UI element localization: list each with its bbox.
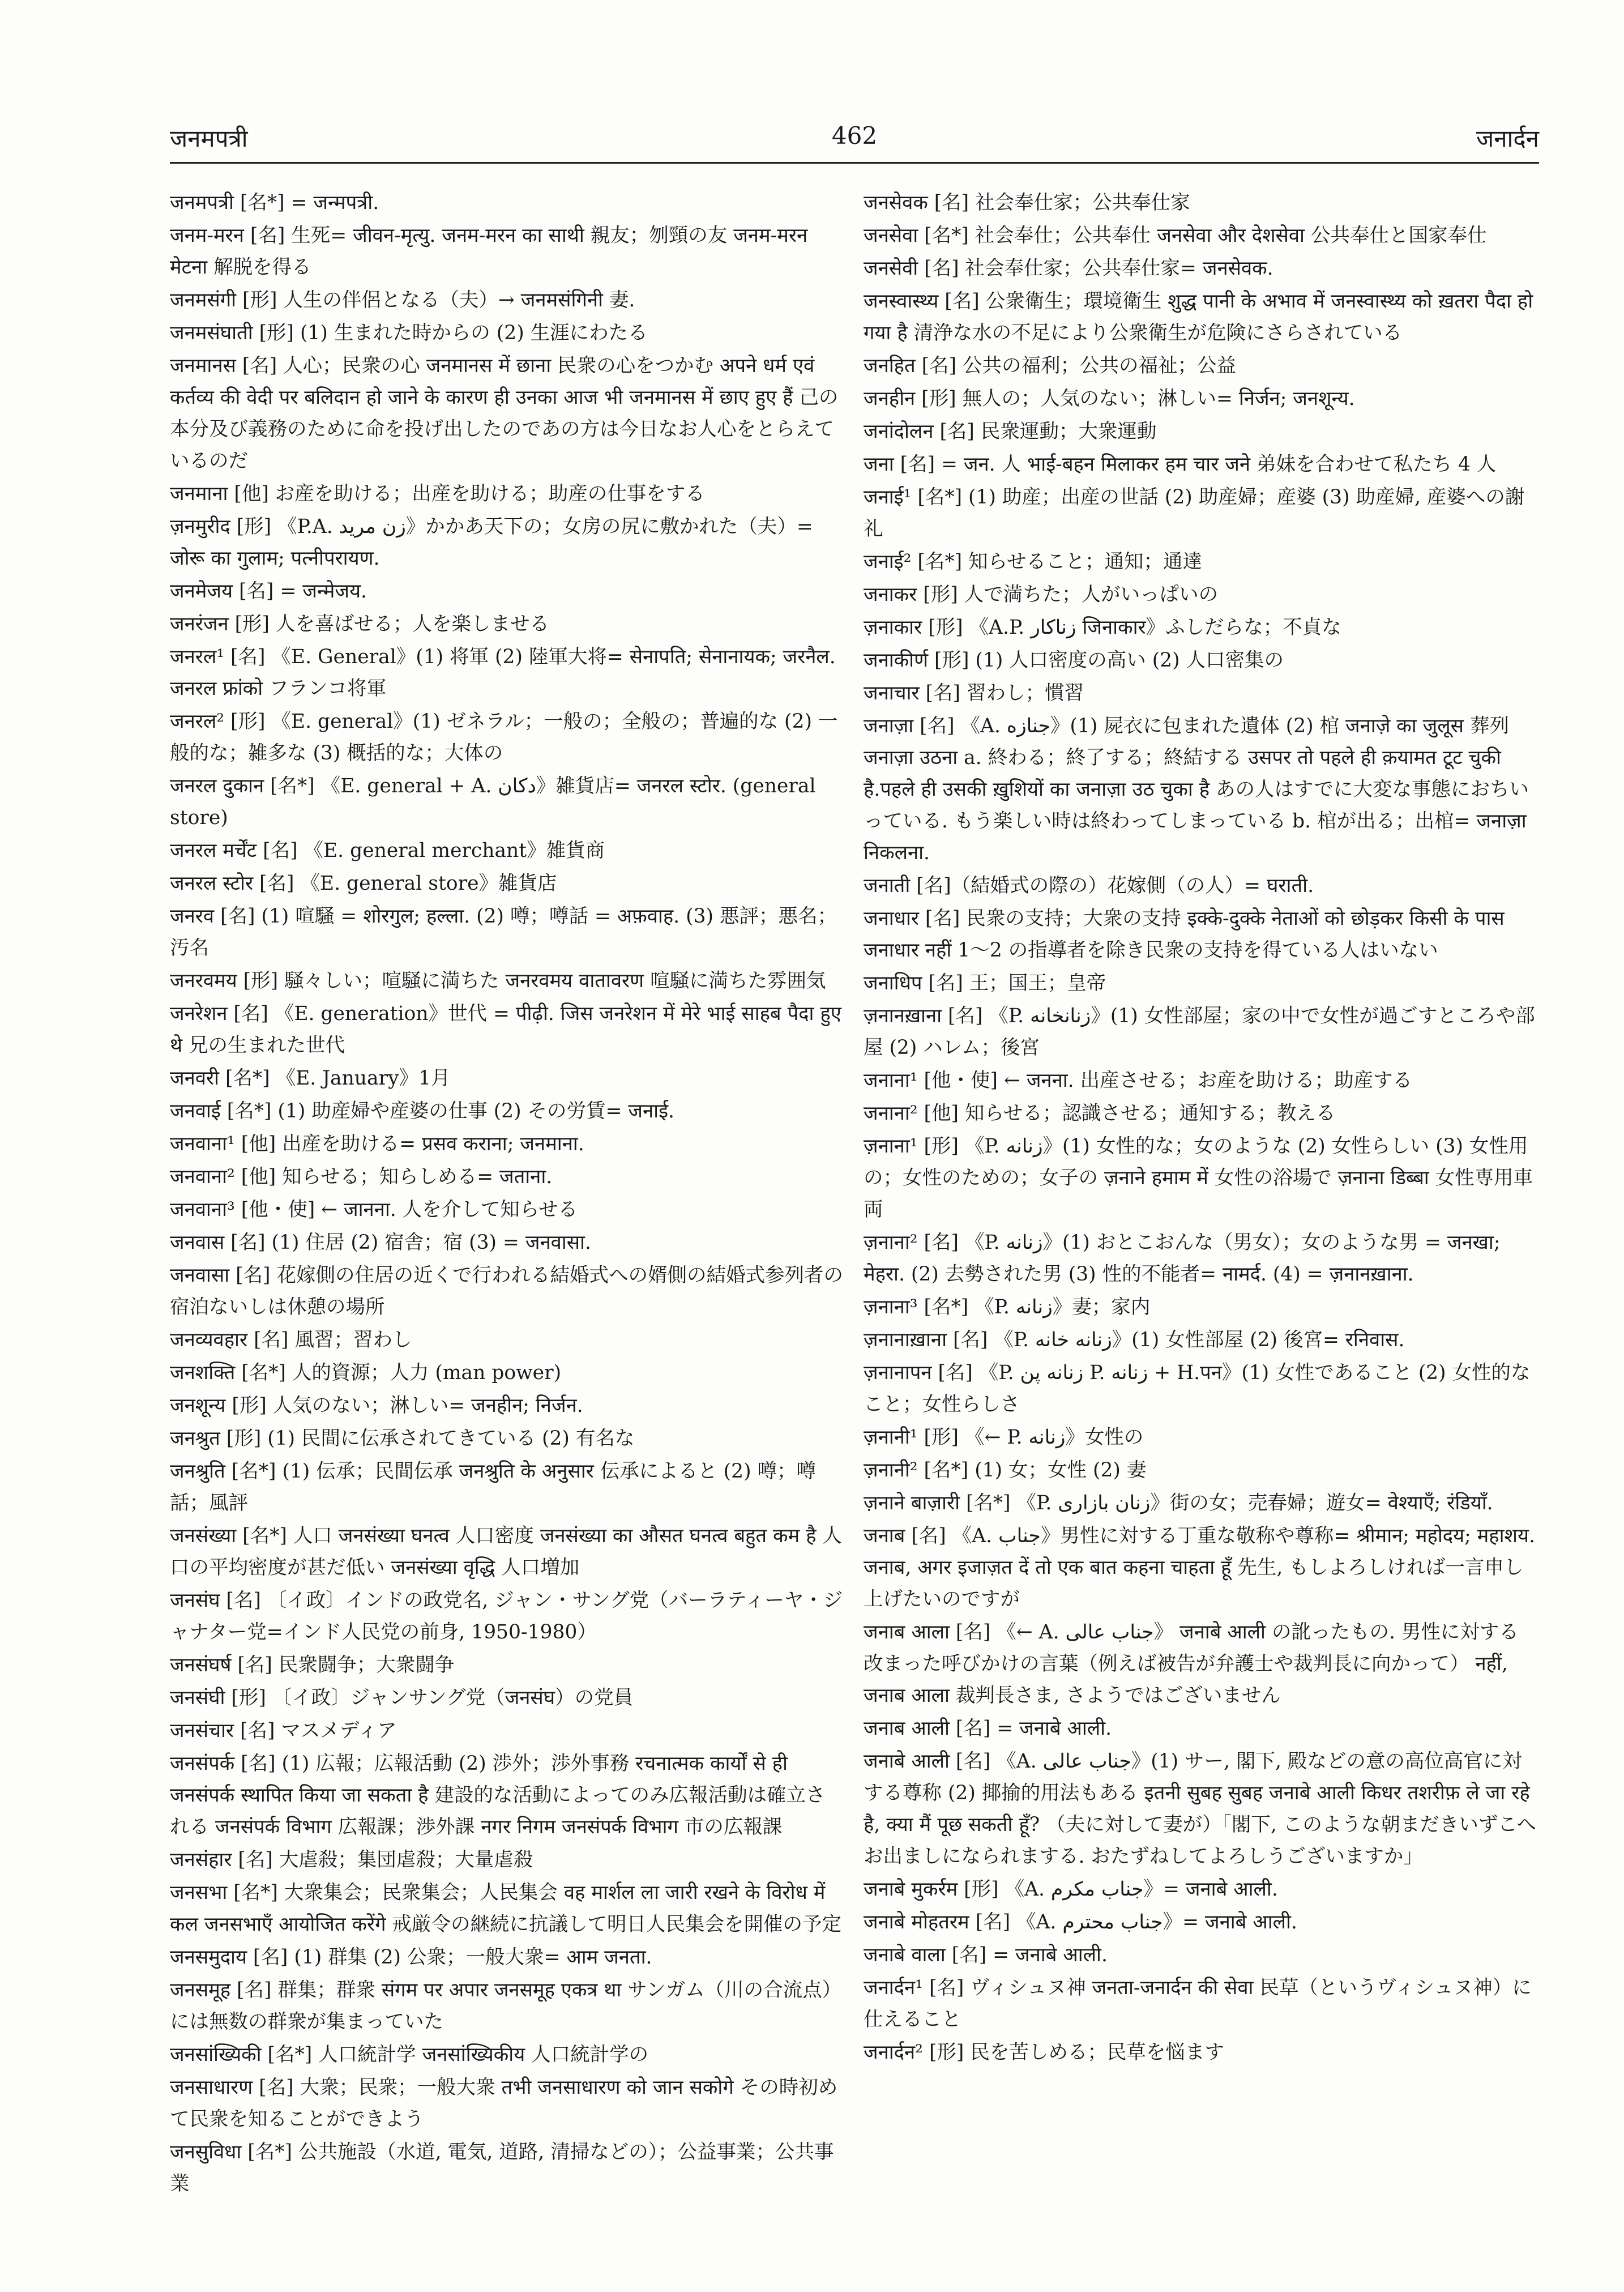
dictionary-entry: जनसंहार [名] 大虐殺；集団虐殺；大量虐殺 xyxy=(170,1849,533,1871)
dictionary-entry: जनसुविधा [名*] 公共施設（水道, 電気, 道路, 清掃などの）；公益事業；公共事業 xyxy=(170,2141,834,2195)
dictionary-entry: जनाज़ा [名] 《A. جنازه》(1) 屍衣に包まれた遺体 (2) 棺 जनाज़े का जुलूस 葬列 जनाज़ा उठना a. 終わる；終了する；終結する उसपर तो पहले ही क़यामत टूट चुकी है.पहले ही उसकी ख़ुशियों का जनाज़ा उठ चुका है あの人はすでに大変な事態におちいっている. もう楽しい時は終わってしまっている b. 棺が出る；出棺= जनाज़ा निकलना. xyxy=(864,715,1529,864)
dictionary-entry: जनहित [名] 公共の福利；公共の福祉；公益 xyxy=(864,355,1237,377)
dictionary-entry: जनशक्ति [名*] 人的資源；人力 (man power) xyxy=(170,1361,562,1384)
dictionary-entry: जनव्यवहार [名] 風習；習わし xyxy=(170,1329,412,1351)
header-right-guideword: जनार्दन xyxy=(1476,125,1539,152)
dictionary-entry: जनस्वास्थ्य [名] 公衆衛生；環境衛生 शुद्ध पानी के अभाव में जनस्वास्थ्य को ख़तरा पैदा हो गया है 清浄な水の不足により公衆衛生が危険にさらされている xyxy=(864,290,1533,344)
dictionary-entry: ज़नानी¹ [形] 《← P. زنانه》女性の xyxy=(864,1426,1144,1449)
dictionary-entry: जनाई² [名*] 知らせること；通知；通達 xyxy=(864,550,1203,573)
dictionary-entry: जनाधिप [名] 王；国王；皇帝 xyxy=(864,972,1106,995)
dictionary-entry: जनरल¹ [名] 《E. General》(1) 将軍 (2) 陸軍大将= सेनापति; सेनानायक; जरनैल. जनरल फ्रांको フランコ将軍 xyxy=(170,646,836,700)
dictionary-entry: जनसाधारण [名] 大衆；民衆；一般大衆 तभी जनसाधारण को जान सकोगे その時初めて民衆を知ることができよう xyxy=(170,2076,838,2131)
dictionary-entry: जनम-मरन [名] 生死= जीवन-मृत्यु. जनम-मरन का साथी 親友；刎頸の友 जनम-मरन मेटना 解脱を得る xyxy=(170,224,808,279)
dictionary-entry: जना [名] = जन. 人 भाई-बहन मिलाकर हम चार जने 弟妹を合わせて私たち 4 人 xyxy=(864,453,1497,476)
dictionary-entry: जनाचार [名] 習わし；慣習 xyxy=(864,682,1084,705)
dictionary-entry: जनाधार [名] 民衆の支持；大衆の支持 इक्के-दुक्के नेताओं को छोड़कर किसी के पास जनाधार नहीं 1〜2 の指導者を除き民衆の支持を得ている人はいない xyxy=(864,907,1505,962)
dictionary-entry: जनाई¹ [名*] (1) 助産；出産の世話 (2) 助産婦；産婆 (3) 助産婦, 産婆への謝礼 xyxy=(864,486,1525,540)
dictionary-entry: जनाकर [形] 人で満ちた；人がいっぱいの xyxy=(864,583,1219,606)
dictionary-entry: जनश्रुति [名*] (1) 伝承；民間伝承 जनश्रुति के अनुसार 伝承によると (2) 噂；噂話；風評 xyxy=(170,1460,817,1514)
dictionary-entry: जनसमूह [名] 群集；群衆 संगम पर अपार जनसमूह एकत्र था サンガム（川の合流点）には無数の群衆が集まっていた xyxy=(170,1979,842,2033)
dictionary-entry: जनरल² [形] 《E. general》(1) ゼネラル；一般の；全般の；普遍的な (2) 一般的な；雑多な (3) 概括的な；大体の xyxy=(170,710,838,765)
dictionary-entry: जनसमुदाय [名] (1) 群集 (2) 公衆；一般大衆= आम जनता. xyxy=(170,1946,652,1969)
left-column xyxy=(170,187,844,2248)
dictionary-entry: जनरल दुकान [名*] 《E. general + A. دکان》雑貨店= जनरल स्टोर. (general store) xyxy=(170,775,816,829)
dictionary-entry: जनाब आली [名] = जनाबे आली. xyxy=(864,1717,1112,1740)
dictionary-entry: जनांदोलन [名] 民衆運動；大衆運動 xyxy=(864,420,1157,443)
dictionary-entry: जनहीन [形] 無人の；人気のない；淋しい= निर्जन; जनशून्य. xyxy=(864,387,1355,410)
dictionary-entry: ज़नानी² [名*] (1) 女；女性 (2) 妻 xyxy=(864,1459,1147,1482)
dictionary-entry: जनाबे मोहतरम [名] 《A. جناب محترم》= जनाबे आली. xyxy=(864,1911,1297,1934)
dictionary-entry: जनार्दन¹ [名] ヴィシュヌ神 जनता-जनार्दन की सेवा 民草（というヴィシュヌ神）に仕えること xyxy=(864,1977,1532,2031)
dictionary-entry: जनमसंघाती [形] (1) 生まれた時からの (2) 生涯にわたる xyxy=(170,322,648,344)
header-rule xyxy=(170,162,1539,164)
dictionary-entry: जनार्दन² [形] 民を苦しめる；民草を悩ます xyxy=(864,2041,1224,2064)
dictionary-entry: जनश्रुत [形] (1) 民間に伝承されてきている (2) 有名な xyxy=(170,1427,635,1450)
dictionary-entry: जनरल स्टोर [名] 《E. general store》雑貨店 xyxy=(170,872,557,895)
dictionary-entry: जनाब [名] 《A. جناب》男性に対する丁重な敬称や尊称= श्रीमान; महोदय; महाशय. जनाब, अगर इजाज़त दें तो एक बात कहना चाहता हूँ 先生, もしよろしければ一言申し上げたいのですが xyxy=(864,1525,1535,1611)
dictionary-entry: जनवास [名] (1) 住居 (2) 宿舎；宿 (3) = जनवासा. xyxy=(170,1231,591,1254)
dictionary-entry: ज़नानख़ाना [名] 《P. زنانخانه》(1) 女性部屋；家の中で女性が過ごすところや部屋 (2) ハレム；後宮 xyxy=(864,1005,1535,1059)
dictionary-entry: जनाकीर्ण [形] (1) 人口密度の高い (2) 人口密集の xyxy=(864,649,1284,672)
dictionary-entry: जनसेवी [名] 社会奉仕家；公共奉仕家= जनसेवक. xyxy=(864,257,1273,280)
dictionary-entry: ज़नानापन [名] 《P. زنانه پن P. زنانه + H.पन》(1) 女性であること (2) 女性的なこと；女性らしさ xyxy=(864,1361,1531,1416)
dictionary-entry: जनाबे मुकर्रम [形] 《A. جناب مکرم》= जनाबे आली. xyxy=(864,1878,1278,1901)
dictionary-entry: जनरवमय [形] 騒々しい；喧騒に満ちた जनरवमय वातावरण 喧騒に満ちた雰囲気 xyxy=(170,970,826,992)
header-left-guideword: जनमपत्री xyxy=(170,125,248,152)
dictionary-entry: जनरल मर्चेंट [名] 《E. general merchant》雑貨商 xyxy=(170,839,605,862)
page-header xyxy=(170,122,1539,161)
dictionary-entry: जनवाना² [他] 知らせる；知らしめる= जताना. xyxy=(170,1166,553,1188)
dictionary-entry: जनमसंगी [形] 人生の伴侶となる（夫）→ जनमसंगिनी 妻. xyxy=(170,289,635,311)
dictionary-entry: जनाना² [他] 知らせる；認識させる；通知する；教える xyxy=(864,1102,1336,1125)
right-column xyxy=(864,187,1537,2248)
dictionary-entry: जनवासा [名] 花嫁側の住居の近くで行われる結婚式への婿側の結婚式参列者の宿泊ないしは休憩の場所 xyxy=(170,1264,843,1318)
dictionary-entry: ज़नाना² [名] 《P. زنانه》(1) おとこおんな（男女）；女のような男 = जनखा; मेहरा. (2) 去勢された男 (3) 性的不能者= नामर्द. (4) = ज़नानख़ाना. xyxy=(864,1231,1501,1286)
dictionary-entry: जनमपत्री [名*] = जन्मपत्री. xyxy=(170,191,379,214)
dictionary-entry: जनाना¹ [他・使] ← जनना. 出産させる；お産を助ける；助産する xyxy=(864,1069,1413,1092)
dictionary-entry: जनसेवक [名] 社会奉仕家；公共奉仕家 xyxy=(864,191,1190,214)
dictionary-entry: जनमाना [他] お産を助ける；出産を助ける；助産の仕事をする xyxy=(170,483,705,505)
dictionary-entry: जनवाना³ [他・使] ← जानना. 人を介して知らせる xyxy=(170,1198,578,1221)
dictionary-entry: जनाती [名]（結婚式の際の）花嫁側（の人）= घराती. xyxy=(864,874,1314,897)
dictionary-entry: जनसंख्या [名*] 人口 जनसंख्या घनत्व 人口密度 जनसंख्या का औसत घनत्व बहुत कम है 人口の平均密度が甚だ低い जनसंख्या वृद्धि 人口増加 xyxy=(170,1525,842,1579)
dictionary-entry: ज़नानाख़ाना [名] 《P. زنانه خانه》(1) 女性部屋 (2) 後宮= रनिवास. xyxy=(864,1329,1405,1351)
dictionary-entry: जनसेवा [名*] 社会奉仕；公共奉仕 जनसेवा और देशसेवा 公共奉仕と国家奉仕 xyxy=(864,224,1487,247)
dictionary-entry: जनसंघर्ष [名] 民衆闘争；大衆闘争 xyxy=(170,1654,455,1676)
dictionary-entry: जनवाना¹ [他] 出産を助ける= प्रसव कराना; जनमाना. xyxy=(170,1133,584,1155)
dictionary-entry: ज़नाना¹ [形] 《P. زنانه》(1) 女性的な；女のような (2) 女性らしい (3) 女性用の；女性のための；女子の ज़नाने हमाम में 女性の浴場で ज़नाना डिब्बा 女性専用車両 xyxy=(864,1135,1533,1221)
dictionary-entry: जनाबे वाला [名] = जनाबे आली. xyxy=(864,1944,1108,1966)
page-number: 462 xyxy=(831,122,878,150)
dictionary-entry: जनमेजय [名] = जन्मेजय. xyxy=(170,580,367,603)
dictionary-entry: जनसभा [名*] 大衆集会；民衆集会；人民集会 वह मार्शल ला जारी रखने के विरोध में कल जनसभाएँ आयोजित करेंगे 戒厳令の継続に抗議して明日人民集会を開催の予定 xyxy=(170,1881,842,1936)
dictionary-entry: ज़नाने बाज़ारी [名*] 《P. زنان بازاری》街の女；売春婦；遊女= वेश्याएँ; रंडियाँ. xyxy=(864,1492,1493,1514)
dictionary-entry: जनसंचार [名] マスメディア xyxy=(170,1719,397,1742)
dictionary-entry: जनसंपर्क [名] (1) 広報；広報活動 (2) 渉外；渉外事務 रचनात्मक कार्यों से ही जनसंपर्क स्थापित किया जा सकता है 建設的な活動によってのみ広報活動は確立される जनसंपर्क विभाग 広報課；渉外課 नगर निगम जनसंपर्क विभाग 市の広報課 xyxy=(170,1752,826,1838)
dictionary-entry: जनसंघी [形] 〔イ政〕ジャンサング党（जनसंघ）の党員 xyxy=(170,1687,634,1709)
dictionary-entry: जनरव [名] (1) 喧騒 = शोरगुल; हल्ला. (2) 噂；噂話 = अफ़वाह. (3) 悪評；悪名；汚名 xyxy=(170,905,837,959)
dictionary-entry: जनरेशन [名] 《E. generation》世代 = पीढ़ी. जिस जनरेशन में मेरे भाई साहब पैदा हुए थे 兄の生まれた世代 xyxy=(170,1002,841,1057)
dictionary-entry: जनशून्य [形] 人気のない；淋しい= जनहीन; निर्जन. xyxy=(170,1394,583,1417)
dictionary-entry: जनाब आला [名] 《← A. جناب عالی》 जनाबे आली の訛ったもの. 男性に対する改まった呼びかけの言葉（例えば被告が弁護士や裁判長に向かって） नहीं, जनाब आला 裁判長さま, さようではございません xyxy=(864,1621,1519,1707)
dictionary-entry: जनमानस [名] 人心；民衆の心 जनमानस में छाना 民衆の心をつかむ अपने धर्म एवं कर्तव्य की वेदी पर बलिदान हो जाने के कारण ही उनका आज भी जनमानस में छाए हुए हैं 己の本分及び義務のために命を投げ出したのであの方は今日なお人心をとらえているのだ xyxy=(170,355,839,472)
dictionary-entry: जनवाई [名*] (1) 助産婦や産婆の仕事 (2) その労賃= जनाई. xyxy=(170,1100,675,1122)
dictionary-entry: ज़नाकार [形] 《A.P. زناکار जिनाकार》ふしだらな；不貞な xyxy=(864,616,1341,639)
dictionary-entry: जनाबे आली [名] 《A. جناب عالی》(1) サー, 閣下, 殿などの意の高位高官に対する尊称 (2) 揶揄的用法もある इतनी सुबह सुबह जनाबे आली किधर तशरीफ़ ले जा रहे है, क्या मैं पूछ सकती हूँ? （夫に対して妻が）「閣下, このような朝まだきいずこへお出ましになられまする. おたずねしてよろしうございますか」 xyxy=(864,1750,1536,1868)
dictionary-entry: ज़नाना³ [名*] 《P. زنانه》妻；家内 xyxy=(864,1296,1151,1318)
dictionary-entry: जनवरी [名*] 《E. January》1月 xyxy=(170,1067,451,1090)
dictionary-entry: जनरंजन [形] 人を喜ばせる；人を楽しませる xyxy=(170,613,549,635)
dictionary-entry: जनसंघ [名] 〔イ政〕インドの政党名, ジャン・サング党（バーラティーヤ・ジャナター党=インド人民党の前身, 1950-1980） xyxy=(170,1589,843,1644)
dictionary-entry: जनसांख्यिकी [名*] 人口統計学 जनसांख्यिकीय 人口統計学の xyxy=(170,2043,649,2066)
dictionary-entry: ज़नमुरीद [形] 《P.A. زن مرید》かかあ天下の；女房の尻に敷かれた（夫）= जोरू का गुलाम; पत्नीपरायण. xyxy=(170,515,813,570)
